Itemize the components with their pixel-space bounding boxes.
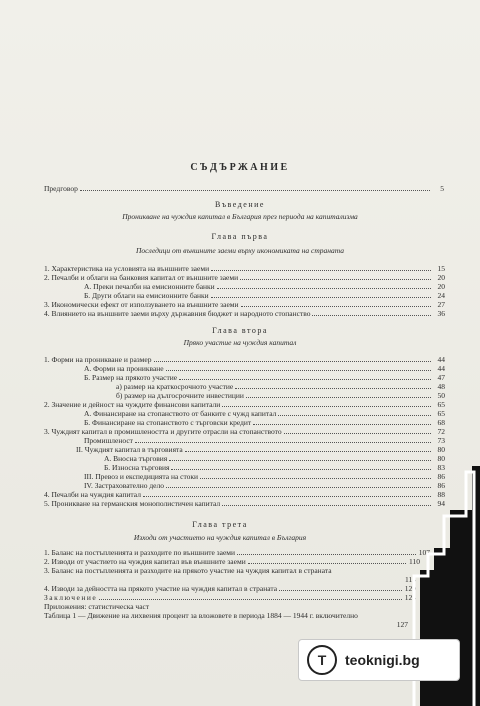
toc-entry: 1. Характеристика на условията на външните заеми 15 [44,264,445,273]
toc-entry: III. Превоз и експедицията на стоки 86 [84,472,445,481]
toc-entry: 5. Проникване на германския монополистичен капитал 94 [44,499,445,508]
toc-entry: А. Финансиране на стопанството от банките с чужд капитал 65 [84,409,445,418]
toc-entry: Б. Износна търговия 83 [104,463,445,472]
chapter3-heading: Глава трета [192,520,248,529]
toc-entry: 3. Чуждият капитал в промишлеността и другите отрасли на стопанството 72 [44,427,445,436]
toc-entry: 1. Баланс на постъпленията и разходите по външните заеми 107 [44,548,430,557]
toc-entry: Приложения: статистическа част [44,602,150,611]
toc-entry: 4. Влиянието на външните заеми върху държавния бюджет и народното стопанство 36 [44,309,445,318]
intro-heading: Въведение [215,200,265,209]
toc-entry: А. Преки печалби на емисионните банки 20 [84,282,445,291]
chapter1-heading: Глава първа [211,232,269,241]
toc-title: СЪДЪРЖАНИЕ [190,162,290,173]
toc-entry: а) размер на краткосрочното участие 48 [116,382,445,391]
chapter3-subtitle: Изходи от участието на чуждия капитал в България [133,533,307,542]
toc-entry: Б. Размер на прякото участие 47 [84,373,445,382]
intro-subtitle: Проникване на чуждия капитал в България през периода на капитализма [122,212,358,221]
chapter2-heading: Глава втора [212,326,268,335]
chapter2-subtitle: Пряко участие на чуждия капитал [183,338,297,347]
toc-entry: 3. Икономически ефект от използуването на външните заеми 27 [44,300,445,309]
entry-text: Предговор [44,184,78,193]
toc-entry: Б. Финансиране на стопанството с търговски кредит 68 [84,418,445,427]
toc-entry: 2. Изводи от участието на чуждия капитал във външните заеми 110 [44,557,420,566]
toc-entry: б) размер на дългосрочните инвестиции 50 [116,391,445,400]
entry-page: 5 [440,184,444,193]
toc-entry: А. Вносна търговия 80 [104,454,445,463]
watermark-badge [298,639,460,681]
toc-entry: Промишленост 73 [84,436,445,445]
watermark-text: teoknigi.bg [345,652,420,668]
toc-entry: А. Форми на проникване 44 [84,364,445,373]
toc-entry: 2. Печалби и облаги на банковия капитал от външните заеми 20 [44,273,445,282]
toc-entry: 1. Форми на проникване и размер 44 [44,355,445,364]
toc-entry: Б. Други облаги на емисионните банки 24 [84,291,445,300]
toc-entry-wrapped: 3. Баланс на постъпленията и разходите на прякото участие на чуждия капитал в страната 113 [44,566,416,584]
toc-entry: IV. Застрахователно дело 86 [84,481,445,490]
toc-entry: Заключение 123 [44,593,416,602]
toc-entry: 4. Печалби на чуждия капитал 88 [44,490,445,499]
toc-entry: II. Чуждият капитал в търговията 80 [76,445,445,454]
book-logo-icon: T [307,645,337,675]
toc-entry: 2. Значение и дейност на чуждите финансови капитали 65 [44,400,445,409]
toc-entry: 4. Изводи за дейността на прякото участие на чуждия капитал в страната 120 [44,584,416,593]
chapter1-subtitle: Последици от външните заеми върху икономиката на страната [136,246,344,255]
toc-entry-wrapped: Таблица 1 — Движение на лихвения процент за вложовете в периода 1884 — 1944 г. включително 127 [44,611,408,629]
